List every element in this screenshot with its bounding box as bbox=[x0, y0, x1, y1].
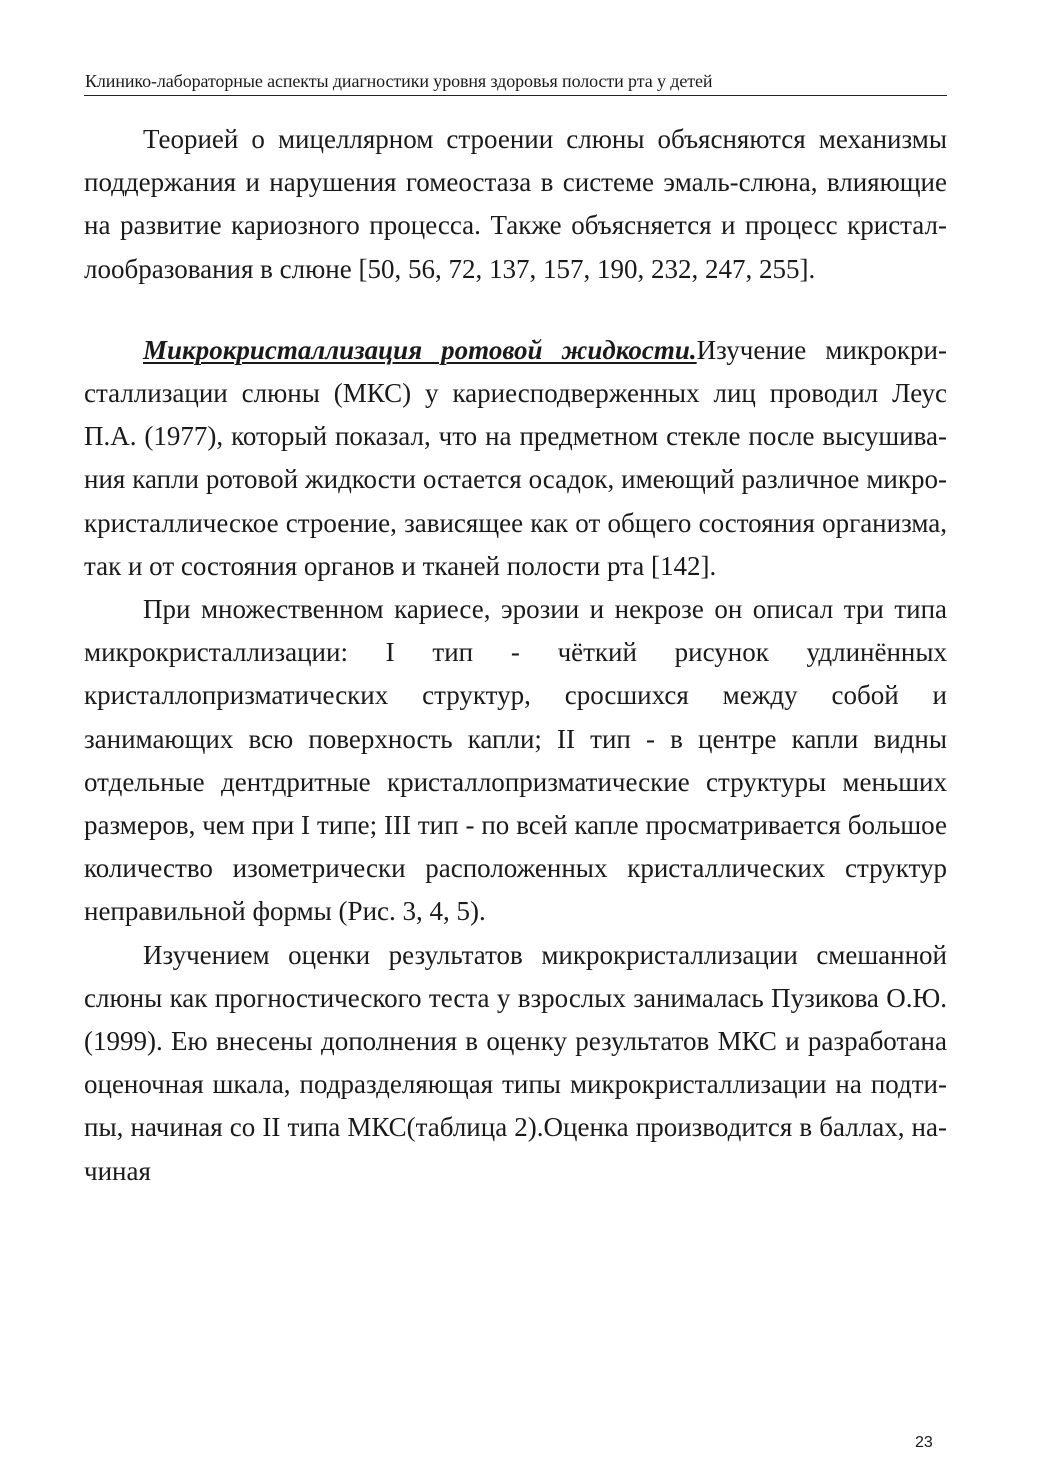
page-number: 23 bbox=[915, 1434, 933, 1451]
paragraph-text: При множественном кариесе, эрозии и некрозе он описал три типа микрокристаллизации: I тип - чёткий рисунок удлинённых кристаллопризматических структур, сросшихся между собой и занимающих всю поверхность капли; II тип - в центре капли видны отдельные дентдритные кристаллопризматические структуры меньших размеров, чем при I типе; III тип - по всей капле просматривается большое количество изометрически расположенных кристаллических структур неправильной формы (Рис. 3, 4, 5). bbox=[84, 594, 947, 927]
paragraph-text: Изучение микрокристаллизации слюны (МКС) у кариесподверженных лиц проводил Леус П.А. (1977), который показал, что на предметном стекле после высушивания капли ротовой жидкости остается осадок, имеющий различное микрокристаллическое строение, зависящее как от общего состояния организма, так и от состояния органов и тканей полости рта [142]. bbox=[84, 334, 947, 581]
paragraph-microcrystallization bbox=[84, 329, 947, 588]
running-header-title: Клинико-лабораторные аспекты диагностики уровня здоровья полости рта у детей bbox=[85, 71, 713, 91]
header-rule bbox=[84, 95, 947, 96]
paragraph-crystallization-types bbox=[84, 588, 947, 934]
paragraph-micellar-theory bbox=[84, 118, 947, 291]
section-heading: Микрокристаллизация ротовой жидкости. bbox=[143, 334, 697, 365]
body-text bbox=[84, 118, 947, 1193]
paragraph-spacer bbox=[84, 291, 947, 329]
paragraph-text: Теорией о мицеллярном строении слюны объясняются механизмы поддержания и нарушения гомеостаза в системе эмаль-слюна, влияющие на развитие кариозного процесса. Также объясняется и процесс кристаллообразования в слюне [50, 56, 72, 137, 157, 190, 232, 247, 255]. bbox=[84, 124, 947, 284]
paragraph-text: Изучением оценки результатов микрокристаллизации смешанной слюны как прогностического теста у взрослых занималась Пузикова О.Ю. (1999). Ею внесены дополнения в оценку результатов МКС и разработана оценочная шкала, подразделяющая типы микрокристаллизации на подтипы, начиная со II типа МКС(таблица 2).Оценка производится в баллах, начиная bbox=[84, 939, 947, 1186]
paragraph-puzikova-study bbox=[84, 934, 947, 1193]
